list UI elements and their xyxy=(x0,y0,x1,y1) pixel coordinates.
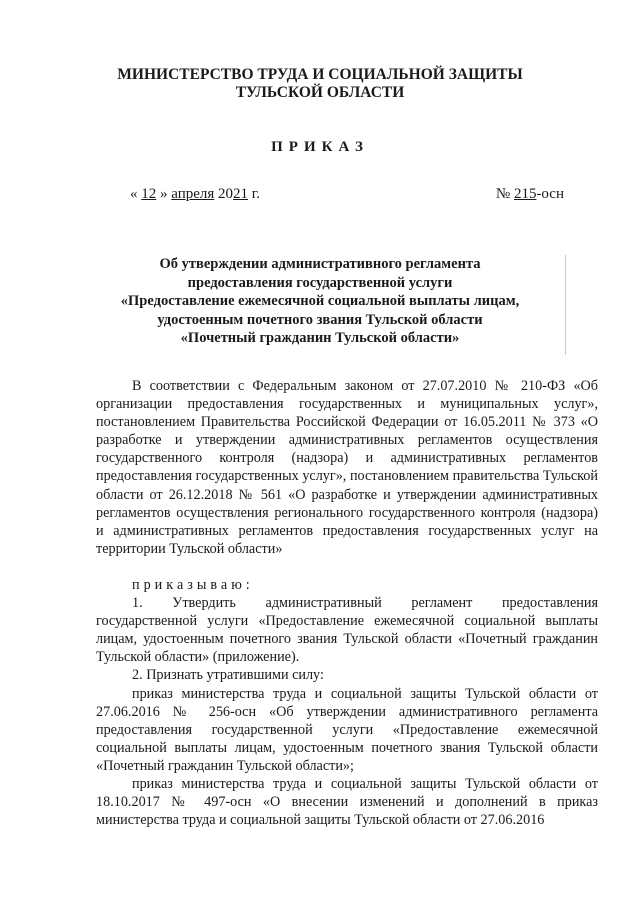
date-year-unit: г. xyxy=(251,186,260,202)
date-close-quote: » xyxy=(160,186,168,202)
subject-line4: удостоенным почетного звания Тульской области xyxy=(157,311,483,328)
number-prefix: № xyxy=(495,186,511,202)
ministry-header-line2: ТУЛЬСКОЙ ОБЛАСТИ xyxy=(235,84,405,101)
date-open-quote: « xyxy=(130,186,138,202)
document-title: ПРИКАЗ xyxy=(271,139,369,155)
item-2b-paragraph: приказ министерства труда и социальной защиты Тульской области от 18.10.2017 № 497-осн «О внесении изменений и дополнений в приказ министерства труда и социальной защиты Тульской области от 27.06.2016 xyxy=(96,775,598,829)
item-2-paragraph: 2. Признать утратившими силу: xyxy=(132,667,324,684)
subject-line1: Об утверждении административного регламента xyxy=(159,256,481,272)
order-number xyxy=(496,186,564,203)
subject-line2: предоставления государственной услуги xyxy=(187,274,453,291)
number-suffix: -осн xyxy=(536,186,564,202)
date-day: 12 xyxy=(141,186,157,202)
order-body xyxy=(96,377,598,829)
order-subject xyxy=(60,255,580,348)
date-year-prefix: 20 xyxy=(218,186,234,202)
item-2a-paragraph: приказ министерства труда и социальной защиты Тульской области от 27.06.2016 № 256-осн «Об утверждении административного регламента предоставления государственной услуги «Предоставление ежемесячной социальной выплаты лицам, удостоенным почетного звания Тульской области «Почетный гражданин Тульской области»; xyxy=(96,685,598,774)
subject-line3: «Предоставление ежемесячной социальной выплаты лицам, xyxy=(120,293,520,309)
order-word: приказываю: xyxy=(132,576,254,593)
preamble-paragraph: В соответствии с Федеральным законом от 27.07.2010 № 210-ФЗ «Об организации предоставления государственных и муниципальных услуг», постановлением Правительства Российской Федерации от 16.05.2011 № 373 «О разработке и утверждении административных регламентов осуществления государственного контроля (надзора) и административных регламентов предоставления государственных услуг», постановлением правительства Тульской области от 26.12.2018 № 561 «О разработке и утверждении административных регламентов осуществления регионального государственного контроля (надзора) и административных регламентов предоставления государственных услуг на территории Тульской области» xyxy=(96,378,598,557)
subject-line5: «Почетный гражданин Тульской области» xyxy=(180,330,460,346)
ministry-header-line1: МИНИСТЕРСТВО ТРУДА И СОЦИАЛЬНОЙ ЗАЩИТЫ xyxy=(117,66,523,83)
date-year xyxy=(218,186,248,202)
ministry-header xyxy=(60,66,580,102)
item-1-paragraph: 1. Утвердить административный регламент предоставления государственной услуги «Предоставление ежемесячной социальной выплаты лицам, удостоенным почетного звания Тульской области «Почетный гражданин Тульской области» (приложение). xyxy=(96,595,598,666)
date-year-suffix: 21 xyxy=(233,186,249,202)
date-month: апреля xyxy=(171,186,215,202)
number-value: 215 xyxy=(513,186,537,202)
order-date xyxy=(130,186,260,203)
